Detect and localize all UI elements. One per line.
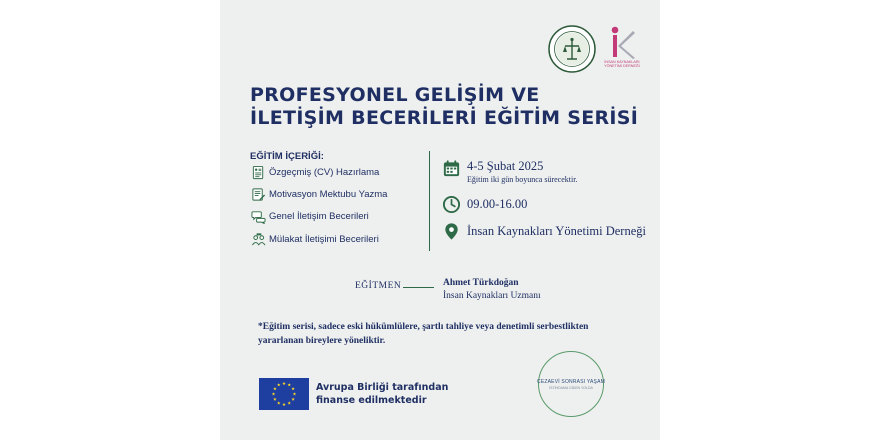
funding-text [316, 381, 448, 407]
clock-icon [442, 195, 461, 214]
poster [220, 0, 660, 440]
time-text: 09.00-16.00 [467, 197, 528, 211]
partner-logo [538, 351, 604, 417]
location-text: İnsan Kaynakları Yönetimi Derneği [467, 224, 646, 238]
event-location [442, 222, 646, 241]
eligibility-note: *Eğitim serisi, sadece eski hükümlülere, şartlı tahliye veya denetimli serbestlikten yararlanan bireylere yöneliktir. [258, 322, 589, 346]
funding-line-2: finanse edilmektedir [316, 395, 427, 406]
section-divider [429, 151, 430, 251]
trainer-info [443, 277, 541, 303]
eu-star-2 [288, 401, 291, 404]
date-note: Eğitim iki gün boyunca sürecektir. [467, 175, 578, 184]
content-item-motivation-letter [251, 186, 387, 203]
ik-association-logo [602, 25, 642, 77]
content-item-label: Genel İletişim Becerileri [269, 211, 369, 222]
content-heading: EĞİTİM İÇERİĞİ: [250, 151, 324, 162]
eu-star-6 [272, 392, 275, 395]
speech-bubbles-icon [251, 209, 266, 224]
content-item-interview [251, 231, 379, 248]
calendar-icon [442, 159, 461, 178]
eu-star-8 [277, 383, 280, 386]
eu-star-3 [282, 403, 285, 406]
location-pin-icon [442, 222, 461, 241]
partner-logo-title: CEZAEVİ SONRASI YAŞAM [537, 378, 605, 385]
court-seal-logo [548, 25, 596, 73]
trainer-label: EĞİTMEN [355, 281, 402, 291]
trainer-name: Ahmet Türkdoğan [443, 278, 519, 288]
eu-flag [259, 378, 309, 410]
date-text: 4-5 Şubat 2025 [467, 159, 544, 173]
title-line-1: PROFESYONEL GELİŞİM VE [250, 84, 540, 106]
trainer-role: İnsan Kaynakları Uzmanı [443, 291, 541, 301]
interview-people-icon [251, 232, 266, 247]
ik-logo-line2: YÖNETİMİ DERNEĞİ [604, 64, 640, 69]
content-item-label: Mülakat İletişimi Becerileri [269, 234, 379, 245]
eu-star-1 [291, 397, 294, 400]
ik-logo-line1: İNSAN KAYNAKLARI [604, 60, 640, 64]
eu-star-0 [293, 392, 296, 395]
title-line-2: İLETİŞİM BECERİLERİ EĞİTİM SERİSİ [250, 107, 639, 129]
eu-star-10 [288, 383, 291, 386]
funding-line-1: Avrupa Birliği tarafından [316, 382, 449, 393]
event-date [442, 159, 577, 184]
eu-stars-icon [259, 378, 309, 410]
eu-star-7 [273, 387, 276, 390]
content-item-cv [251, 164, 379, 181]
event-time [442, 195, 527, 214]
page-title [250, 84, 650, 130]
letter-writing-icon [251, 187, 266, 202]
ik-logo-mark-icon [608, 25, 636, 59]
content-item-communication [251, 208, 369, 225]
eu-star-11 [291, 387, 294, 390]
eu-star-9 [282, 382, 285, 385]
trainer-connector-line [403, 287, 434, 288]
eu-star-5 [273, 397, 276, 400]
partner-logo-subtitle: İSTİHDAMA GİDEN YOLDA [549, 385, 593, 390]
content-item-label: Motivasyon Mektubu Yazma [269, 189, 388, 200]
eu-star-4 [277, 401, 280, 404]
cv-document-icon [251, 165, 266, 180]
content-item-label: Özgeçmiş (CV) Hazırlama [269, 167, 380, 178]
